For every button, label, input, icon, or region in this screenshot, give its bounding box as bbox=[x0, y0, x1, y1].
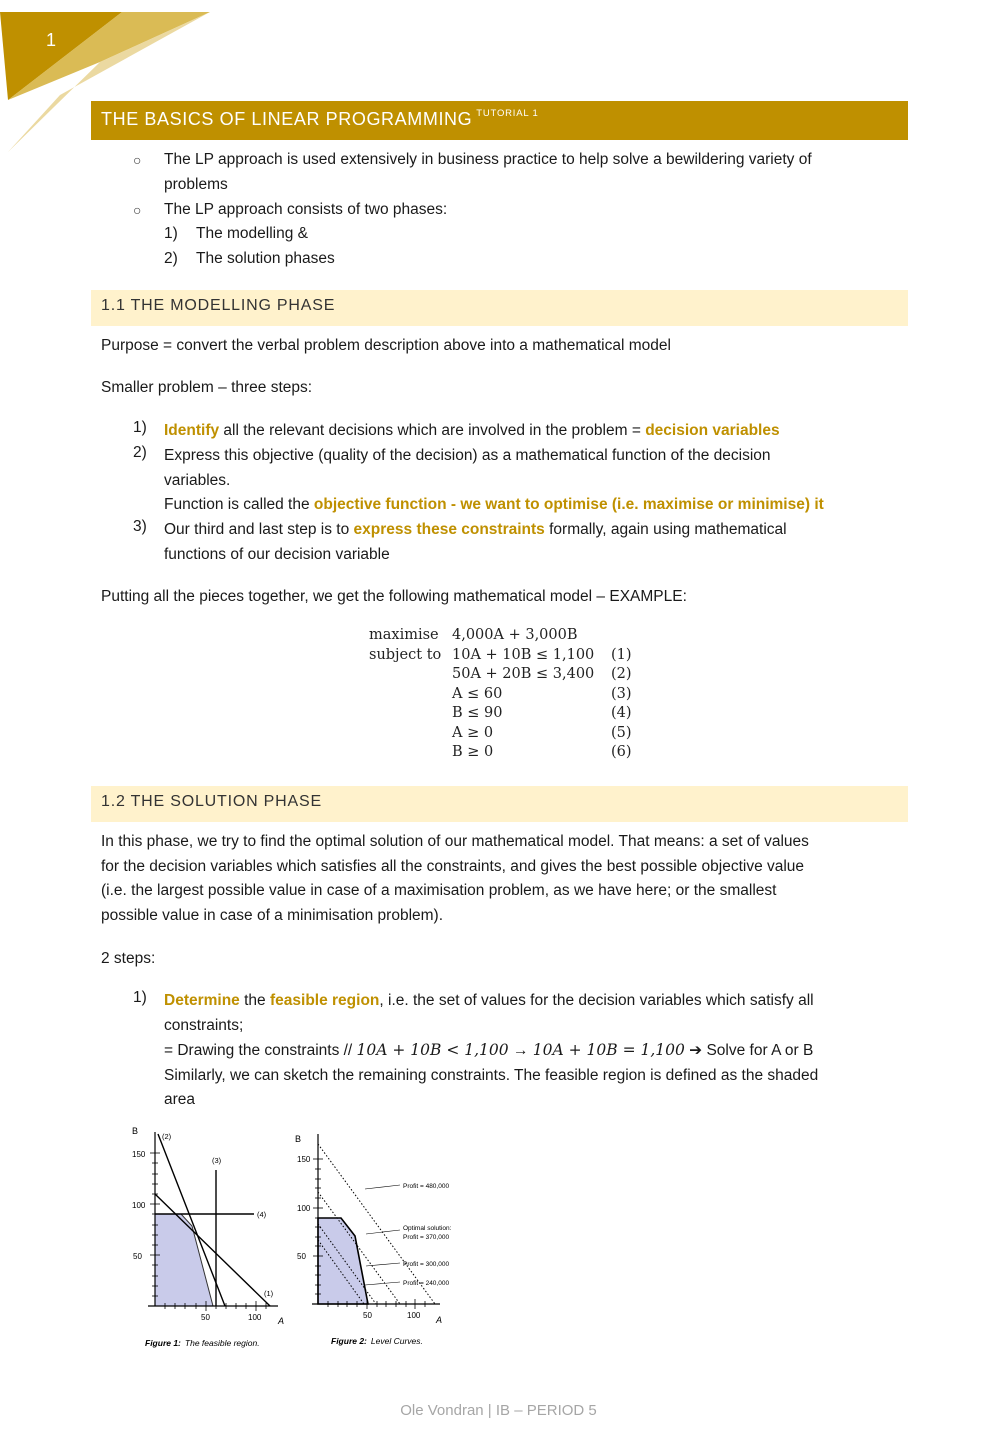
model-constraint-tag: (5) bbox=[611, 725, 632, 741]
solution-step1-line4: Similarly, we can sketch the remaining constraints. The feasible region is defined as the shaded bbox=[164, 1066, 819, 1084]
step3-line1 bbox=[164, 518, 894, 543]
phase-number-1: 1) bbox=[164, 225, 178, 242]
step1-highlight-2: decision variables bbox=[645, 422, 780, 439]
solution-step-number-1: 1) bbox=[133, 989, 147, 1006]
determine-highlight: Determine bbox=[164, 992, 240, 1009]
model-constraint: 50A + 20B ≤ 3,400 bbox=[452, 666, 595, 682]
step2-line1: Express this objective (quality of the decision) as a mathematical function of the decision bbox=[164, 447, 771, 464]
figure2-feasible-shade bbox=[318, 1218, 368, 1304]
intro-bullet-1-line1: The LP approach is used extensively in business practice to help solve a bewildering variety of bbox=[164, 151, 812, 168]
figure2-tick-y: 150 bbox=[297, 1155, 311, 1164]
solution-paragraph-line: for the decision variables which satisfies all the constraints, and gives the best possible objective value bbox=[101, 857, 805, 875]
figure1-label-4: (4) bbox=[257, 1210, 267, 1219]
figure1-tick-x: 100 bbox=[248, 1313, 262, 1322]
step-number-2: 2) bbox=[133, 444, 147, 461]
feasible-region-highlight: feasible region bbox=[269, 992, 380, 1009]
smaller-problem-text: Smaller problem – three steps: bbox=[101, 379, 313, 396]
solution-step-1 bbox=[164, 989, 904, 1113]
annotation-arrows bbox=[365, 1185, 400, 1285]
model-constraint-tag: (3) bbox=[611, 686, 632, 702]
solution-step1-rest: , i.e. the set of values for the decision variables which satisfy all bbox=[379, 992, 814, 1009]
step1-text: all the relevant decisions which are involved in the problem = bbox=[219, 422, 646, 439]
figure2-tick-y: 100 bbox=[297, 1204, 311, 1213]
figure1-caption-label: Figure 1: bbox=[145, 1338, 181, 1348]
step-number-3: 3) bbox=[133, 518, 147, 535]
inequality-equation: 10A + 10B < 1,100 bbox=[356, 1041, 509, 1060]
model-subject-label: subject to bbox=[369, 647, 442, 663]
annotation-profit-300000: Profit = 300,000 bbox=[403, 1261, 450, 1268]
step1-highlight: Identify bbox=[164, 422, 220, 439]
annotation-profit-240000: Profit = 240,000 bbox=[403, 1280, 450, 1287]
purpose-text: Purpose = convert the verbal problem description above into a mathematical model bbox=[101, 337, 671, 354]
model-constraint-tag: (6) bbox=[611, 744, 632, 760]
step2-highlight: objective function - we want to optimise (i.e. maximise or minimise) it bbox=[313, 496, 824, 514]
model-constraint: A ≤ 60 bbox=[452, 686, 503, 702]
page-number: 1 bbox=[46, 30, 57, 50]
step-2 bbox=[164, 444, 894, 518]
model-objective: 4,000A + 3,000B bbox=[452, 627, 578, 643]
model-constraint: 10A + 10B ≤ 1,100 bbox=[452, 647, 595, 663]
two-steps-text: 2 steps: bbox=[101, 950, 156, 967]
intro-bullet-1-line2: problems bbox=[164, 175, 228, 193]
putting-together-text: Putting all the pieces together, we get the following mathematical model – EXAMPLE: bbox=[101, 588, 687, 605]
step3-line2: functions of our decision variable bbox=[164, 545, 390, 563]
phase-2: The solution phases bbox=[196, 250, 335, 267]
footer: Ole Vondran | IB – PERIOD 5 bbox=[400, 1402, 597, 1419]
intro-bullet-2: The LP approach consists of two phases: bbox=[164, 201, 448, 218]
figure1-tick-y: 150 bbox=[132, 1150, 146, 1159]
step3-text-a: Our third and last step is to bbox=[164, 521, 354, 538]
feasible-region-shade bbox=[155, 1214, 213, 1306]
solution-step1-line2: constraints; bbox=[164, 1016, 244, 1034]
figure1-axis-x-label: A bbox=[278, 1316, 285, 1326]
step-1 bbox=[164, 419, 780, 444]
solution-paragraph-line: (i.e. the largest possible value in case of a maximisation problem, as we have here; or the smallest bbox=[101, 882, 777, 900]
figure1-label-1: (1) bbox=[264, 1289, 274, 1298]
figure1-label-2: (2) bbox=[162, 1132, 172, 1141]
figure1-tick-x: 50 bbox=[201, 1313, 210, 1322]
figure-level-curves bbox=[292, 1128, 492, 1353]
step3-text-b: formally, again using mathematical bbox=[544, 521, 787, 538]
title-text: THE BASICS OF LINEAR PROGRAMMING bbox=[101, 109, 473, 129]
arrow-text: → bbox=[508, 1042, 533, 1060]
figure1-caption bbox=[145, 1338, 260, 1348]
figure2-caption-text: Level Curves. bbox=[370, 1336, 423, 1346]
figure2-caption bbox=[331, 1336, 423, 1346]
phase-1: The modelling & bbox=[196, 225, 309, 242]
figure-feasible-region bbox=[118, 1122, 293, 1352]
figure1-axis-y-label: B bbox=[132, 1126, 139, 1136]
model-constraint: B ≥ 0 bbox=[452, 744, 494, 760]
annotation-optimal-solution: Optimal solution: bbox=[403, 1225, 452, 1232]
section-heading-solution: 1.2 THE SOLUTION PHASE bbox=[91, 786, 908, 822]
page-title bbox=[91, 101, 908, 140]
solution-paragraph-line: possible value in case of a minimisation problem). bbox=[101, 906, 444, 924]
step-number-1: 1) bbox=[133, 419, 147, 436]
figure2-tick-y: 50 bbox=[297, 1252, 306, 1261]
model-constraint: B ≤ 90 bbox=[452, 705, 503, 721]
title-superscript: TUTORIAL 1 bbox=[476, 108, 539, 119]
solution-step1-line5: area bbox=[164, 1091, 196, 1109]
figure1-tick-y: 100 bbox=[132, 1201, 146, 1210]
solution-step1-line3 bbox=[164, 1038, 904, 1064]
step2-line3 bbox=[164, 493, 894, 518]
bullet-marker: ○ bbox=[133, 152, 142, 168]
bullet-marker: ○ bbox=[133, 202, 142, 218]
section-heading-modelling: 1.1 THE MODELLING PHASE bbox=[91, 290, 908, 326]
model-constraint-tag: (2) bbox=[611, 666, 632, 682]
drawing-constraints-text: = Drawing the constraints // bbox=[164, 1042, 357, 1060]
annotation-profit-370000: Profit = 370,000 bbox=[403, 1234, 450, 1241]
model-constraint-tag: (4) bbox=[611, 705, 632, 721]
solution-paragraph bbox=[101, 830, 901, 928]
figure1-caption-text: The feasible region. bbox=[184, 1338, 260, 1348]
figure1-tick-y: 50 bbox=[133, 1252, 142, 1261]
figure2-caption-label: Figure 2: bbox=[331, 1336, 367, 1346]
step-3 bbox=[164, 518, 894, 567]
figure1-label-3: (3) bbox=[212, 1156, 222, 1165]
figure2-axis-y-label: B bbox=[295, 1134, 302, 1144]
intro-bullet-1 bbox=[164, 148, 884, 197]
step2-line2: variables. bbox=[164, 471, 231, 489]
model-objective-label: maximise bbox=[369, 627, 439, 643]
figure2-tick-x: 50 bbox=[363, 1311, 372, 1320]
model-constraint: A ≥ 0 bbox=[452, 725, 494, 741]
annotation-profit-480000: Profit = 480,000 bbox=[403, 1183, 450, 1190]
equality-equation: 10A + 10B = 1,100 bbox=[532, 1041, 685, 1060]
solution-step1-line1 bbox=[164, 989, 904, 1014]
step3-highlight: express these constraints bbox=[353, 521, 545, 538]
step2-line3-text: Function is called the bbox=[164, 496, 314, 514]
figure2-tick-x: 100 bbox=[407, 1311, 421, 1320]
solution-step1-mid: the bbox=[239, 992, 270, 1009]
phase-number-2: 2) bbox=[164, 250, 178, 267]
solve-for-text: ➔ Solve for A or B bbox=[684, 1042, 814, 1060]
figure2-axis-x-label: A bbox=[436, 1315, 443, 1325]
solution-paragraph-line: In this phase, we try to find the optimal solution of our mathematical model. That means: a set of values bbox=[101, 833, 809, 850]
model-constraint-tag: (1) bbox=[611, 647, 632, 663]
